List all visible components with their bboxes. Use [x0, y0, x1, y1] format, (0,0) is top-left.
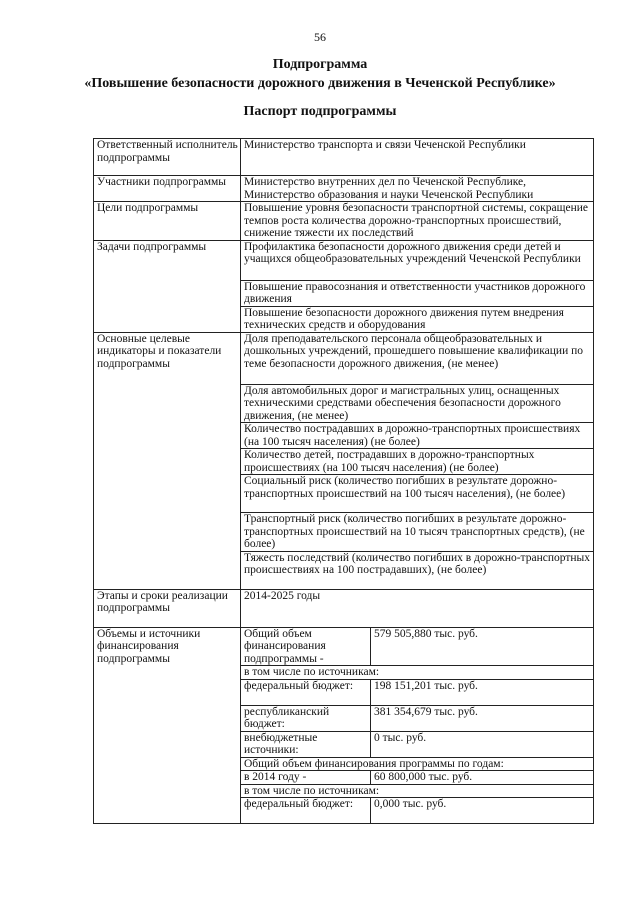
row-value: Повышение уровня безопасности транспортной системы, сокращение темпов роста количества дорожно-транспортных происшествий, снижение тяжести их последствий [241, 202, 594, 241]
funding-label: республиканский бюджет: [241, 705, 371, 731]
table-row [94, 627, 594, 666]
table-row [94, 202, 594, 241]
list-item: Доля автомобильных дорог и магистральных улиц, оснащенных техническими средствами обеспечения безопасности дорожного движения, (не менее) [241, 384, 594, 423]
table-row [94, 176, 594, 202]
funding-label: федеральный бюджет: [241, 679, 371, 705]
list-item: Профилактика безопасности дорожного движения среди детей и учащихся общеобразовательных учреждений Чеченской Республики [241, 240, 594, 280]
subprogram-heading: Подпрограмма [272, 57, 368, 72]
funding-label: Общий объем финансирования подпрограммы - [241, 627, 371, 666]
table-row [94, 139, 594, 176]
row-label: Задачи подпрограммы [94, 240, 241, 332]
subprogram-title: «Повышение безопасности дорожного движения в Чеченской Республике» [84, 76, 556, 91]
funding-label: внебюджетные источники: [241, 731, 371, 757]
funding-label: в 2014 году - [241, 771, 371, 785]
row-value: Министерство транспорта и связи Чеченской Республики [241, 139, 594, 176]
row-label: Этапы и сроки реализации подпрограммы [94, 589, 241, 627]
list-item: Доля преподавательского персонала общеобразовательных и дошкольных учреждений, прошедшего повышение квалификации по теме безопасности дорожного движения, (не менее) [241, 332, 594, 384]
row-label: Цели подпрограммы [94, 202, 241, 241]
page-number: 56 [314, 30, 326, 44]
table-row [94, 332, 594, 384]
list-item: Повышение правосознания и ответственности участников дорожного движения [241, 280, 594, 306]
funding-value: 198 151,201 тыс. руб. [371, 679, 594, 705]
row-label: Объемы и источники финансирования подпрограммы [94, 627, 241, 824]
list-item: Повышение безопасности дорожного движения путем внедрения технических средств и оборудования [241, 306, 594, 332]
funding-note: в том числе по источникам: [241, 666, 594, 680]
funding-value: 0 тыс. руб. [371, 731, 594, 757]
row-value: Министерство внутренних дел по Чеченской Республике, Министерство образования и науки Чеченской Республики [241, 176, 594, 202]
funding-value: 579 505,880 тыс. руб. [371, 627, 594, 666]
row-value: 2014-2025 годы [241, 589, 594, 627]
row-label: Участники подпрограммы [94, 176, 241, 202]
funding-value: 0,000 тыс. руб. [371, 798, 594, 824]
row-label: Основные целевые индикаторы и показатели подпрограммы [94, 332, 241, 589]
funding-value: 381 354,679 тыс. руб. [371, 705, 594, 731]
list-item: Количество пострадавших в дорожно-транспортных происшествиях (на 100 тысяч населения) (не более) [241, 423, 594, 449]
funding-note: Общий объем финансирования программы по годам: [241, 757, 594, 771]
row-label: Ответственный исполнитель подпрограммы [94, 139, 241, 176]
passport-table [93, 138, 594, 824]
list-item: Тяжесть последствий (количество погибших в дорожно-транспортных происшествиях на 100 пострадавших), (не более) [241, 551, 594, 589]
list-item: Социальный риск (количество погибших в результате дорожно-транспортных происшествий на 100 тысяч населения), (не более) [241, 475, 594, 513]
funding-label: федеральный бюджет: [241, 798, 371, 824]
table-row [94, 240, 594, 280]
funding-value: 60 800,000 тыс. руб. [371, 771, 594, 785]
list-item: Транспортный риск (количество погибших в результате дорожно-транспортных происшествий на 10 тысяч транспортных средств), (не более) [241, 513, 594, 552]
list-item: Количество детей, пострадавших в дорожно-транспортных происшествиях (на 100 тысяч населения) (не более) [241, 449, 594, 475]
funding-note: в том числе по источникам: [241, 784, 594, 798]
passport-heading: Паспорт подпрограммы [243, 104, 397, 119]
table-row [94, 589, 594, 627]
